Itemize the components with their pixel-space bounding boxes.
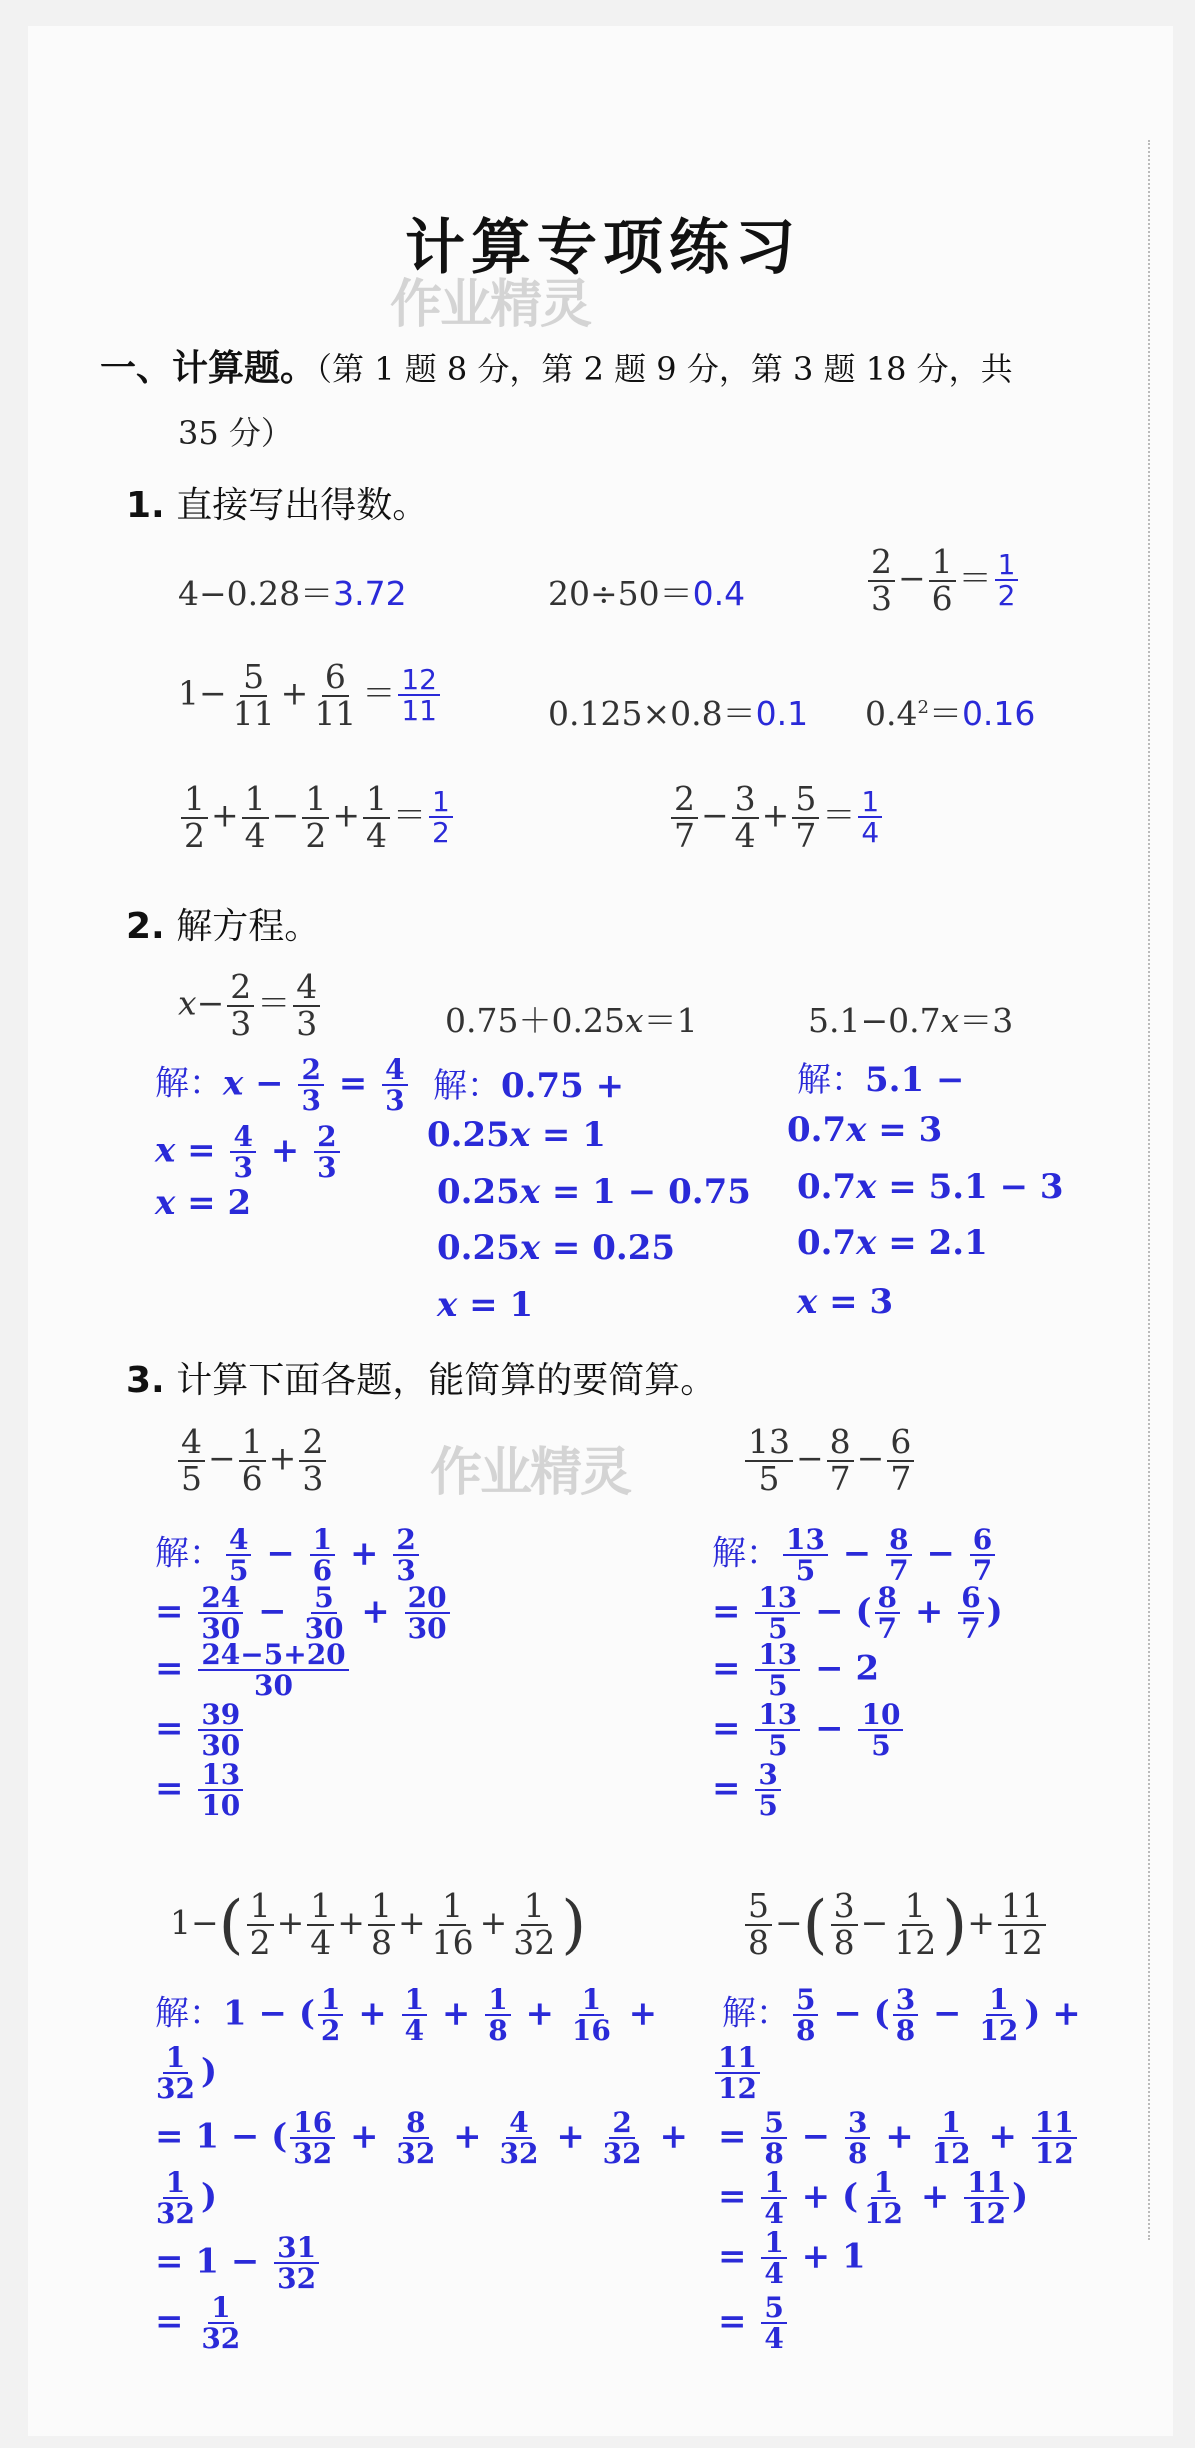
q1-number: 1. xyxy=(126,485,165,526)
q3-solution-4-line-1: 解： $\frac{5}{8}$ − ( $\frac{3}{8}$ − $\frac{1}{12}$ ) + xyxy=(722,1983,1081,2048)
q2-solution-2-line-3: 0.25x = 1 − 0.75 xyxy=(437,1172,751,1212)
q3-heading xyxy=(126,1352,716,1403)
q2-solution-3-line-2: 0.7x = 3 xyxy=(787,1110,943,1150)
q1-item-7: $\frac{1}{2}$ + $\frac{1}{4}$ − $\frac{1}{2}$ + $\frac{1}{4}$ ＝ $\frac{1}{2}$ xyxy=(178,782,456,853)
section-score-note-cont: 35 分） xyxy=(178,414,293,452)
q1-answer-8-num: 1 xyxy=(858,787,882,818)
q1-answer-1: 3.72 xyxy=(333,574,407,613)
solve-label: 解： xyxy=(712,1533,780,1574)
section-heading xyxy=(100,340,1013,391)
q1-item-1: 4−0.28＝3.72 xyxy=(178,574,407,613)
solve-label: 解： xyxy=(155,1063,223,1104)
q2-heading xyxy=(126,898,320,949)
q1-answer-5: 0.1 xyxy=(755,694,809,733)
q1-heading xyxy=(126,477,428,528)
q3-solution-3-line-5: = 1 − $\frac{31}{32}$ xyxy=(155,2233,322,2294)
q3-solution-1-line-3: = $\frac{24-5+20}{30}$ xyxy=(155,1640,352,1701)
q3-solution-1-line-1: 解： $\frac{4}{5}$ − $\frac{1}{6}$ + $\frac{2}{3}$ xyxy=(155,1525,422,1586)
section-label: 一、计算题。 xyxy=(100,348,317,389)
q3-expression-2: $\frac{13}{5}$ − $\frac{8}{7}$ − $\frac{6}{7}$ xyxy=(742,1425,917,1496)
solve-label: 解： xyxy=(797,1060,865,1100)
q3-solution-3-line-1: 解：1 − ( $\frac{1}{2}$ + $\frac{1}{4}$ + $\frac{1}{8}$ + $\frac{1}{16}$ + xyxy=(155,1983,658,2048)
q1-answer-2: 0.4 xyxy=(692,574,746,613)
q3-solution-4-line-2: $\frac{11}{12}$ xyxy=(712,2043,763,2104)
q3-solution-2-line-1: 解： $\frac{13}{5}$ − $\frac{8}{7}$ − $\frac{6}{7}$ xyxy=(712,1525,998,1586)
q3-number: 3. xyxy=(126,1360,165,1401)
q2-solution-2-line-1: 解：0.75 + xyxy=(433,1066,625,1106)
q2-number: 2. xyxy=(126,906,165,947)
q2-equation-1: x− $\frac{2}{3}$ ＝ $\frac{4}{3}$ xyxy=(178,970,323,1041)
margin-dotted-rule xyxy=(1148,140,1150,2240)
q1-answer-3-den: 2 xyxy=(997,579,1016,613)
q3-solution-2-line-4: = $\frac{13}{5}$ − $\frac{10}{5}$ xyxy=(712,1700,906,1761)
q2-solution-2-line-5: x = 1 xyxy=(437,1285,534,1325)
solve-label: 解： xyxy=(722,1993,790,2034)
q1-answer-6: 0.16 xyxy=(961,694,1036,733)
q3-solution-1-line-5: = $\frac{13}{10}$ xyxy=(155,1760,246,1821)
q1-answer-8-den: 4 xyxy=(861,816,880,850)
q3-solution-4-line-3: = $\frac{5}{8}$ − $\frac{3}{8}$ + $\frac{1}{12}$ + $\frac{11}{12}$ xyxy=(718,2108,1080,2169)
watermark-logo: 作业精灵 xyxy=(390,275,591,335)
q3-solution-3-line-4: $\frac{1}{32}$ ) xyxy=(156,2166,218,2231)
q2-solution-3-line-4: 0.7x = 2.1 xyxy=(797,1223,988,1263)
q1-item-5: 0.125×0.8＝0.1 xyxy=(548,694,809,733)
q3-solution-3-line-6: = $\frac{1}{32}$ xyxy=(155,2291,241,2356)
q1-text: 直接写出得数。 xyxy=(176,485,429,526)
q3-solution-1-line-4: = $\frac{39}{30}$ xyxy=(155,1700,246,1761)
q3-solution-4-line-6: = $\frac{5}{4}$ xyxy=(718,2293,790,2354)
q1-answer-4-num: 12 xyxy=(398,665,440,696)
q1-item-8: $\frac{2}{7}$ − $\frac{3}{4}$ + $\frac{5}{7}$ ＝ $\frac{1}{4}$ xyxy=(668,782,885,853)
watermark-logo: 作业精灵 xyxy=(430,1443,631,1503)
q2-solution-2-line-4: 0.25x = 0.25 xyxy=(437,1228,676,1268)
solve-label: 解： xyxy=(155,1993,223,2034)
q1-answer-7-den: 2 xyxy=(431,816,450,850)
q3-expression-3: 1−( $\frac{1}{2}$ + $\frac{1}{4}$ + $\frac{1}{8}$ + $\frac{1}{16}$ + $\frac{1}{32}$ ) xyxy=(170,1886,587,1962)
q2-solution-3-line-1: 解：5.1 − xyxy=(797,1060,965,1100)
q3-solution-4-line-5: = $\frac{1}{4}$ + 1 xyxy=(718,2226,866,2291)
q3-expression-4: $\frac{5}{8}$ −( $\frac{3}{8}$ − $\frac{1}{12}$ )+ $\frac{11}{12}$ xyxy=(742,1888,1049,1962)
q1-item-4: 1− $\frac{5}{11}$ + $\frac{6}{11}$ ＝ $\frac{12}{11}$ xyxy=(178,660,443,731)
q3-solution-2-line-5: = $\frac{3}{5}$ xyxy=(712,1760,784,1821)
q3-solution-3-line-2: $\frac{1}{32}$ ) xyxy=(156,2041,218,2106)
q2-solution-3-line-3: 0.7x = 5.1 − 3 xyxy=(797,1167,1064,1207)
q1-item-3: $\frac{2}{3}$ − $\frac{1}{6}$ ＝ $\frac{1}{2}$ xyxy=(865,545,1021,616)
page-title: 计算专项练习 xyxy=(405,213,801,283)
q2-solution-3-line-5: x = 3 xyxy=(797,1282,894,1322)
q2-text: 解方程。 xyxy=(176,906,321,947)
section-score-note: （第 1 题 8 分，第 2 题 9 分，第 3 题 18 分，共 xyxy=(316,350,1013,388)
q2-equation-3: 5.1−0.7x＝3 xyxy=(808,1001,1014,1040)
q3-solution-1-line-2: = $\frac{24}{30}$ − $\frac{5}{30}$ + $\frac{20}{30}$ xyxy=(155,1583,453,1644)
q3-solution-4-line-4: = $\frac{1}{4}$ + ( $\frac{1}{12}$ + $\frac{11}{12}$ ) xyxy=(718,2166,1029,2231)
q1-answer-7-num: 1 xyxy=(429,787,453,818)
q1-answer-3-num: 1 xyxy=(995,550,1019,581)
q1-item-2: 20÷50＝0.4 xyxy=(548,574,746,613)
solve-label: 解： xyxy=(433,1066,501,1106)
q3-text: 计算下面各题，能简算的要简算。 xyxy=(176,1360,717,1401)
q2-equation-2: 0.75＋0.25x＝1 xyxy=(445,1001,698,1040)
q1-item-6: $0.4^2=0.16$ xyxy=(865,694,1036,733)
q3-solution-2-line-2: = $\frac{13}{5}$ − ( $\frac{8}{7}$ + $\frac{6}{7}$ ) xyxy=(712,1581,1003,1646)
q3-solution-3-line-3: = 1 − ( $\frac{16}{32}$ + $\frac{8}{32}$ + $\frac{4}{32}$ + $\frac{2}{32}$ + xyxy=(155,2106,688,2171)
q2-solution-1-line-1: 解：x − $\frac{2}{3}$ = $\frac{4}{3}$ xyxy=(155,1055,411,1116)
q1-answer-4-den: 11 xyxy=(401,694,437,728)
q3-solution-2-line-3: = $\frac{13}{5}$ − 2 xyxy=(712,1638,880,1703)
q2-solution-1-line-3: x = 2 xyxy=(155,1183,252,1223)
solve-label: 解： xyxy=(155,1533,223,1574)
q2-solution-2-line-2: 0.25x = 1 xyxy=(427,1115,606,1155)
q2-solution-1-line-2: x = $\frac{4}{3}$ + $\frac{2}{3}$ xyxy=(155,1122,343,1183)
q3-expression-1: $\frac{4}{5}$ − $\frac{1}{6}$ + $\frac{2}{3}$ xyxy=(175,1425,329,1496)
